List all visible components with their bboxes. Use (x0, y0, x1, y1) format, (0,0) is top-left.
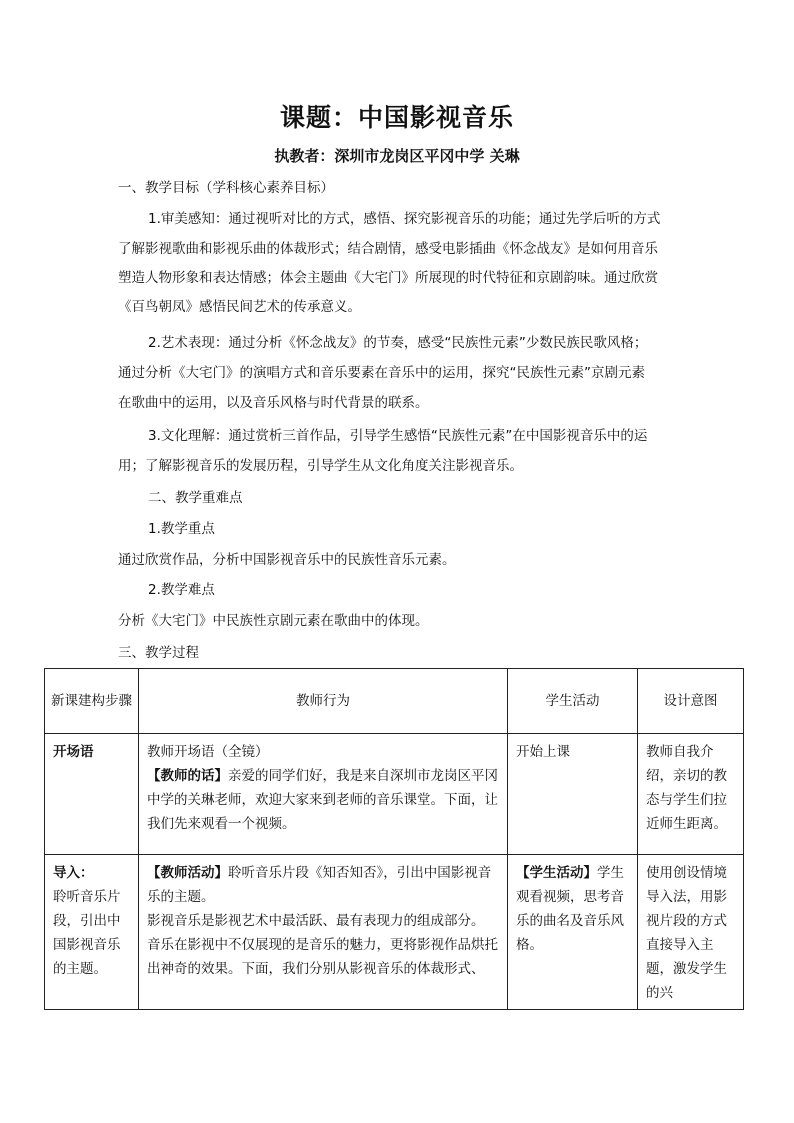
paragraph-line: 通过分析《大宅门》的演唱方式和音乐要素在音乐中的运用，探究“民族性元素”京剧元素 (118, 365, 645, 381)
author-line: 执教者：深圳市龙岗区平冈中学 关琳 (274, 147, 520, 165)
cell-text (147, 764, 499, 836)
activity-tag: 【教师活动】 (147, 865, 228, 881)
activity-tag: 【教师的话】 (147, 768, 228, 784)
student-cell (508, 855, 638, 1010)
cell-text: 亲爱的同学们好，我是来自深圳市龙岗区平冈中学的关琳老师，欢迎大家来到老师的音乐课堂。下面，让我们先来观看一个视频。 (147, 768, 498, 832)
cell-text: 影视音乐是影视艺术中最活跃、最有表现力的组成部分。 (147, 913, 485, 929)
paragraph-line: 《百鸟朝凤》感悟民间艺术的传承意义。 (118, 299, 361, 315)
paragraph-line: 用；了解影视音乐的发展历程，引导学生从文化角度关注影视音乐。 (118, 458, 523, 474)
student-cell: 开始上课 (508, 734, 638, 855)
paragraph-line: 了解影视歌曲和影视乐曲的体裁形式；结合剧情，感受电影插曲《怀念战友》是如何用音乐 (118, 241, 658, 257)
paragraph-line: 2.艺术表现：通过分析《怀念战友》的节奏，感受“民族性元素”少数民族民歌风格； (148, 335, 648, 351)
subheading: 1.教学重点 (148, 521, 215, 537)
step-cell: 开场语 (45, 734, 139, 855)
teacher-cell (139, 734, 508, 855)
section-heading: 二、教学重难点 (148, 490, 243, 506)
intent-cell: 教师自我介绍，亲切的教态与学生们拉近师生距离。 (638, 734, 744, 855)
paragraph-line: 塑造人物形象和表达情感；体会主题曲《大宅门》所展现的时代特征和京剧韵味。通过欣赏 (118, 270, 658, 286)
paragraph-line: 通过欣赏作品，分析中国影视音乐中的民族性音乐元素。 (118, 552, 456, 568)
process-table (44, 668, 744, 1010)
intent-cell: 使用创设情境导入法，用影视片段的方式直接导入主题，激发学生的兴 (638, 855, 744, 1010)
table-row (45, 855, 744, 1010)
step-cell (45, 855, 139, 1010)
cell-text: 教师开场语（全镜） (147, 744, 269, 760)
step-label: 导入： (53, 865, 94, 881)
column-header: 教师行为 (139, 669, 508, 734)
column-header: 新课建构步骤 (45, 669, 139, 734)
teacher-cell (139, 855, 508, 1010)
paragraph-line: 在歌曲中的运用，以及音乐风格与时代背景的联系。 (118, 395, 429, 411)
subheading: 2.教学难点 (148, 582, 215, 598)
table-header-row (45, 669, 744, 734)
section-heading: 三、教学过程 (118, 645, 199, 661)
cell-text: 聆听音乐片段《知否知否》，引出中国影视音乐的主题。 (147, 865, 492, 905)
paragraph-line: 分析《大宅门》中民族性京剧元素在歌曲中的体现。 (118, 613, 429, 629)
activity-tag: 【学生活动】 (516, 865, 597, 881)
paragraph-line: 1.审美感知：通过视听对比的方式，感悟、探究影视音乐的功能；通过先学后听的方式 (148, 211, 661, 227)
paragraph-line: 3.文化理解：通过赏析三首作品，引导学生感悟“民族性元素”在中国影视音乐中的运 (148, 428, 648, 444)
cell-text (147, 861, 499, 909)
column-header: 学生活动 (508, 669, 638, 734)
cell-text: 音乐在影视中不仅展现的是音乐的魅力，更将影视作品烘托出神奇的效果。下面，我们分别从影视音乐的体裁形式、 (147, 937, 498, 977)
cell-text: 聆听音乐片段，引出中国影视音乐的主题。 (53, 889, 121, 977)
page-title: 课题：中国影视音乐 (279, 103, 514, 132)
column-header: 设计意图 (638, 669, 744, 734)
table-row (45, 734, 744, 855)
cell-text: 学生观看视频，思考音乐的曲名及音乐风格。 (516, 865, 624, 953)
section-heading: 一、教学目标（学科核心素养目标） (118, 180, 334, 196)
